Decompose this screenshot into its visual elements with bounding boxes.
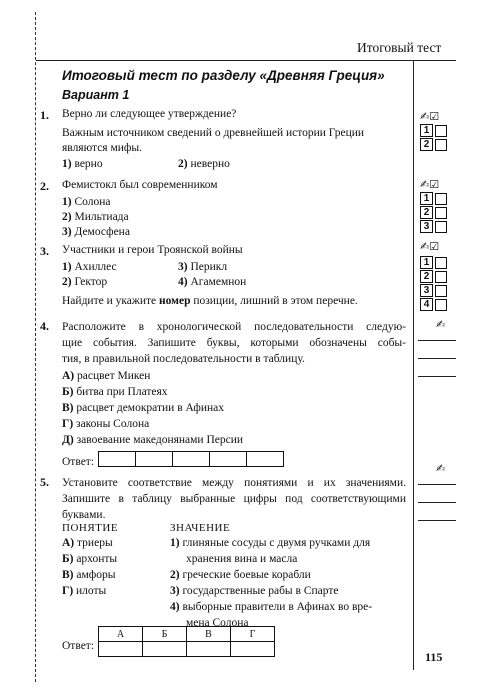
q2-option-3-number: 3) — [62, 226, 72, 238]
answer-column-divider — [413, 60, 414, 670]
q5-concept-text: триеры — [77, 537, 113, 549]
q1-option-1-number: 1) — [62, 158, 72, 170]
q4-event-letter: А) — [62, 370, 75, 382]
answer-line[interactable] — [418, 484, 456, 485]
q3-option-1-text: Ахиллес — [74, 261, 117, 273]
q5-letter-cell: Б — [143, 627, 187, 642]
q5-concept-letter: В) — [62, 569, 74, 581]
test-title: Итоговый тест по разделу «Древняя Греция» — [62, 68, 385, 83]
q3-instruction-part1: Найдите и укажите — [62, 295, 159, 307]
q5-concept-g — [62, 585, 106, 597]
q3-option-1-number: 1) — [62, 261, 72, 273]
q5-answer-cell[interactable] — [187, 642, 231, 657]
q5-instruction-line2: Запишите в таблицу выбранные цифры под соответствующими — [62, 493, 406, 505]
q4-answer-cell[interactable] — [247, 452, 284, 467]
page-number: 115 — [425, 650, 443, 664]
header-rule — [36, 60, 456, 61]
q5-concept-text: амфоры — [76, 569, 116, 581]
q5-answer-label: Ответ: — [62, 640, 95, 652]
q5-column-meaning: ЗНАЧЕНИЕ — [170, 522, 231, 534]
answer-checkbox[interactable] — [435, 299, 447, 311]
q4-event-text: битва при Платеях — [76, 386, 168, 398]
q3-option-3-number: 3) — [178, 261, 188, 273]
q2-option — [62, 226, 130, 238]
q5-instruction-line1: Установите соответствие между понятиями и их значениями. — [62, 477, 406, 489]
q3-question: Участники и герои Троянской войны — [62, 244, 243, 256]
q5-meaning-4 — [170, 601, 372, 613]
answer-line[interactable] — [418, 520, 456, 521]
q5-meaning-1-cont: хранения вина и масла — [186, 553, 298, 565]
answer-checkbox[interactable] — [435, 207, 447, 219]
q3-option — [62, 276, 107, 288]
q5-meaning-number: 4) — [170, 601, 180, 613]
answer-box-row — [420, 124, 447, 137]
q4-instruction — [62, 319, 406, 367]
q5-concept-text: архонты — [76, 553, 118, 565]
q5-instruction — [62, 475, 406, 523]
answer-checkbox[interactable] — [435, 271, 447, 283]
pen-icon: ✍ — [436, 318, 446, 331]
q5-meaning-text: государственные рабы в Спарте — [182, 585, 339, 597]
q4-event-b — [62, 386, 168, 398]
q4-answer-cell[interactable] — [99, 452, 136, 467]
q3-option — [178, 261, 227, 273]
box-number: 3 — [420, 284, 433, 297]
q1-question: Верно ли следующее утверждение? — [62, 108, 237, 120]
q1-number: 1. — [40, 108, 49, 122]
q5-concept-letter: Б) — [62, 553, 74, 565]
q4-number: 4. — [40, 319, 49, 333]
q5-number: 5. — [40, 475, 49, 489]
q5-concept-letter: А) — [62, 537, 75, 549]
q4-answer-label: Ответ: — [62, 456, 95, 468]
q1-statement-line2: являются мифы. — [62, 142, 142, 154]
q1-option-2-text: неверно — [190, 158, 230, 170]
q2-number: 2. — [40, 179, 49, 193]
q5-meaning-text: греческие боевые корабли — [182, 569, 311, 581]
answer-line[interactable] — [418, 358, 456, 359]
q2-option-2-number: 2) — [62, 211, 72, 223]
box-number: 3 — [420, 220, 433, 233]
answer-checkbox[interactable] — [435, 257, 447, 269]
q3-option — [62, 261, 117, 273]
q4-event-g — [62, 418, 149, 430]
q4-event-a — [62, 370, 150, 382]
pen-checkbox-icon: ✍☑ — [420, 240, 440, 253]
q5-meaning-text: глиняные сосуды с двумя ручками для — [182, 537, 371, 549]
q3-option-2-text: Гектор — [74, 276, 108, 288]
q2-answer-boxes — [420, 192, 447, 234]
q5-meaning-4-cont: мена Солона — [186, 617, 249, 629]
answer-line[interactable] — [418, 502, 456, 503]
q1-option-2 — [178, 158, 230, 170]
q4-instruction-line2: щие события. Запишите буквы, которыми обозначены собы- — [62, 337, 406, 349]
box-number: 2 — [420, 206, 433, 219]
box-number: 4 — [420, 298, 433, 311]
q2-option-3-text: Демосфена — [74, 226, 130, 238]
answer-box-row — [420, 284, 447, 297]
q5-letter-cell: В — [187, 627, 231, 642]
q3-answer-boxes — [420, 256, 447, 312]
box-number: 1 — [420, 124, 433, 137]
box-number: 1 — [420, 192, 433, 205]
q4-answer-table — [98, 451, 284, 467]
q5-concept-letter: Г) — [62, 585, 74, 597]
q4-answer-cell[interactable] — [210, 452, 247, 467]
q4-event-v — [62, 402, 224, 414]
q3-instruction — [62, 295, 358, 307]
answer-checkbox[interactable] — [435, 285, 447, 297]
q5-answer-cell[interactable] — [143, 642, 187, 657]
q4-event-text: расцвет Микен — [77, 370, 151, 382]
q3-option-4-number: 4) — [178, 276, 188, 288]
q5-meaning-1 — [170, 537, 370, 549]
q5-meaning-number: 3) — [170, 585, 180, 597]
q2-option-1-text: Солона — [74, 196, 111, 208]
pen-icon: ✍ — [436, 462, 446, 475]
q3-option-3-text: Перикл — [190, 261, 228, 273]
q4-event-letter: Д) — [62, 434, 74, 446]
cut-line — [35, 12, 36, 682]
q1-answer-boxes — [420, 124, 447, 152]
pen-checkbox-icon: ✍☑ — [420, 110, 440, 123]
q5-letter-cell: Г — [231, 627, 275, 642]
q3-option — [178, 276, 246, 288]
q1-option-1-text: верно — [74, 158, 103, 170]
q5-meaning-number: 1) — [170, 537, 180, 549]
pen-checkbox-icon: ✍☑ — [420, 178, 440, 191]
answer-box-row — [420, 256, 447, 269]
q5-letter-cell: А — [99, 627, 143, 642]
q5-meaning-number: 2) — [170, 569, 180, 581]
q5-concept-v — [62, 569, 115, 581]
q4-instruction-line1: Расположите в хронологической последовательности следую- — [62, 321, 406, 333]
answer-box-row — [420, 220, 447, 233]
q2-option — [62, 211, 129, 223]
answer-box-row — [420, 138, 447, 151]
q5-meaning-text: выборные правители в Афинах во вре- — [182, 601, 373, 613]
q2-question: Фемистокл был современником — [62, 179, 218, 191]
q5-concept-a — [62, 537, 113, 549]
q4-answer-cell[interactable] — [173, 452, 210, 467]
answer-box-row — [420, 206, 447, 219]
q4-event-d — [62, 434, 243, 446]
q4-event-letter: В) — [62, 402, 74, 414]
q5-answer-cell[interactable] — [99, 642, 143, 657]
q2-option-2-text: Мильтиада — [74, 211, 129, 223]
answer-line[interactable] — [418, 340, 456, 341]
q3-instruction-part2: позиции, лишний в этом перечне. — [190, 295, 358, 307]
answer-line[interactable] — [418, 376, 456, 377]
q4-event-text: расцвет демократии в Афинах — [76, 402, 224, 414]
q4-answer-cell[interactable] — [136, 452, 173, 467]
q4-event-text: завоевание македонянами Персии — [76, 434, 244, 446]
q1-option-1 — [62, 158, 103, 170]
q5-meaning-2 — [170, 569, 311, 581]
answer-checkbox[interactable] — [435, 139, 447, 151]
q2-option-1-number: 1) — [62, 196, 72, 208]
q4-instruction-line3: тия, в правильной последовательности в таблицу. — [62, 353, 305, 365]
answer-checkbox[interactable] — [435, 193, 447, 205]
q3-option-4-text: Агамемнон — [190, 276, 247, 288]
q1-option-2-number: 2) — [178, 158, 188, 170]
q3-option-2-number: 2) — [62, 276, 72, 288]
answer-box-row — [420, 192, 447, 205]
q4-event-text: законы Солона — [76, 418, 150, 430]
q1-statement-line1: Важным источником сведений о древнейшей истории Греции — [62, 127, 365, 139]
q4-event-letter: Б) — [62, 386, 74, 398]
answer-box-row — [420, 298, 447, 311]
q3-instruction-emphasis: номер — [158, 295, 191, 307]
q3-number: 3. — [40, 244, 49, 258]
answer-checkbox[interactable] — [435, 125, 447, 137]
q5-concept-b — [62, 553, 117, 565]
q5-answer-table — [98, 626, 275, 657]
q5-concept-text: илоты — [76, 585, 107, 597]
q4-event-letter: Г) — [62, 418, 74, 430]
answer-checkbox[interactable] — [435, 221, 447, 233]
q5-column-concept: ПОНЯТИЕ — [62, 522, 119, 534]
q5-answer-cell[interactable] — [231, 642, 275, 657]
box-number: 1 — [420, 256, 433, 269]
answer-box-row — [420, 270, 447, 283]
q5-meaning-3 — [170, 585, 339, 597]
box-number: 2 — [420, 138, 433, 151]
box-number: 2 — [420, 270, 433, 283]
variant-label: Вариант 1 — [62, 88, 130, 102]
q2-option — [62, 196, 111, 208]
header-title: Итоговый тест — [357, 40, 442, 55]
q5-instruction-line3: буквами. — [62, 509, 106, 521]
